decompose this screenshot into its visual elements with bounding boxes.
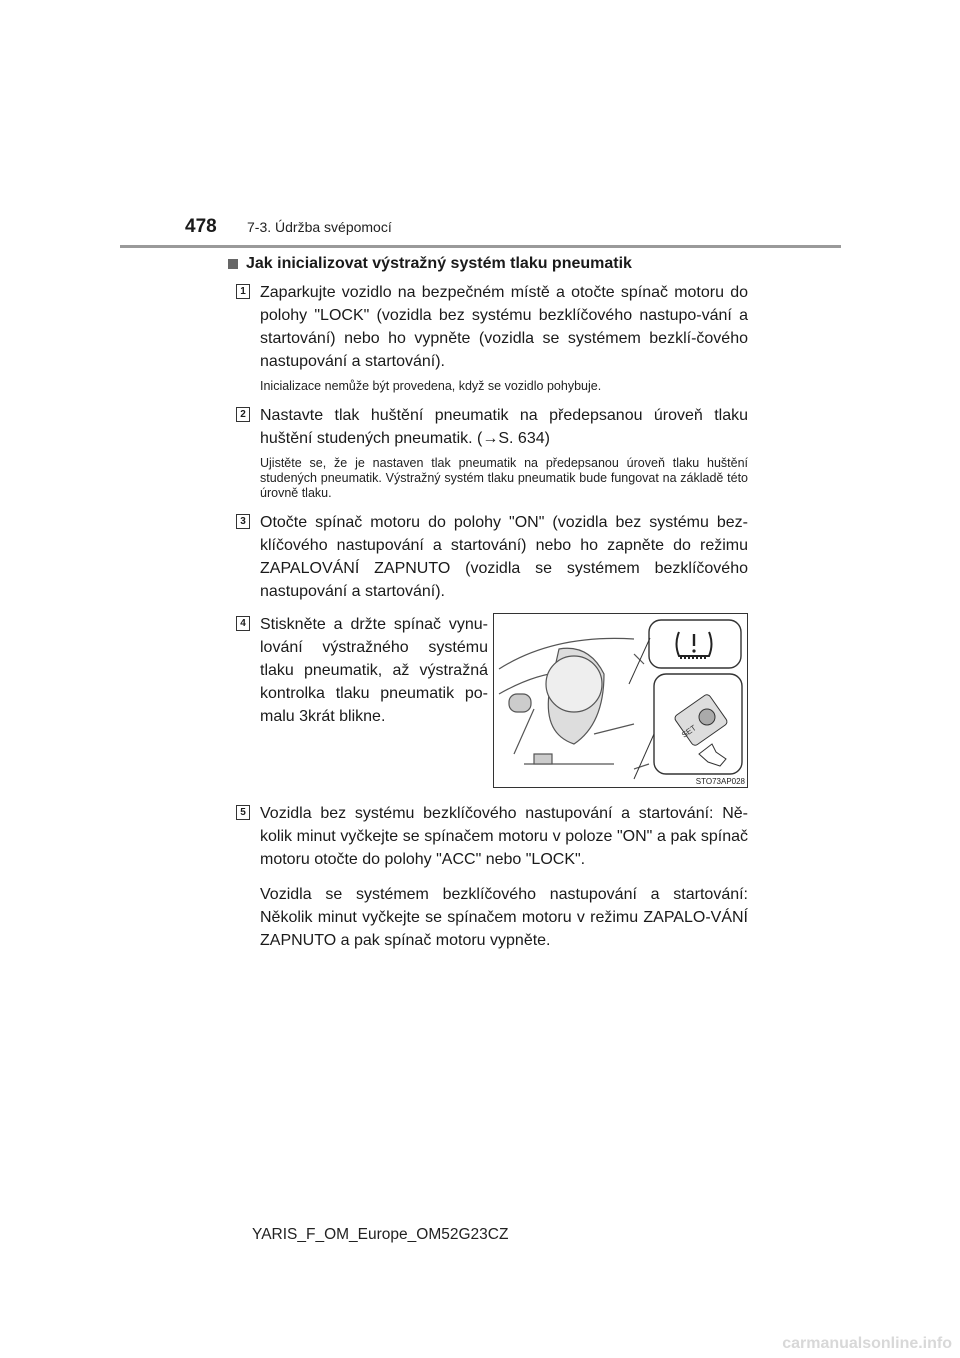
step-number-badge: 2 <box>236 407 250 422</box>
step-text: Stiskněte a držte spínač vynu-lování výstražného systému tlaku pneumatik, až výstražná kontrolka tlaku pneumatik po-malu 3krát blikne. <box>260 616 488 725</box>
step-3 <box>228 511 748 603</box>
step-1 <box>228 281 748 394</box>
watermark: carmanualsonline.info <box>782 1335 952 1352</box>
dashboard-drawing <box>494 614 747 787</box>
svg-text:SET: SET <box>679 723 698 740</box>
step-4 <box>228 613 748 788</box>
heading-text: Jak inicializovat výstražný systém tlaku pneumatik <box>246 255 632 272</box>
page-header <box>185 216 392 238</box>
procedure-heading <box>228 255 748 273</box>
dashboard-illustration <box>493 613 748 788</box>
main-content <box>228 255 748 952</box>
step-5 <box>228 802 748 952</box>
step-note: Ujistěte se, že je nastaven tlak pneumatik na předepsanou úroveň tlaku huštění studených pneumatik. Výstražný systém tlaku pneumatik bude fungovat na základě této úrovně tlaku. <box>260 456 748 500</box>
step-text-secondary: Vozidla se systémem bezklíčového nastupování a startování: Několik minut vyčkejte se spínačem motoru v režimu ZAPALO-VÁNÍ ZAPNUTO a pak spínač motoru vypněte. <box>260 886 748 949</box>
step-number-badge: 5 <box>236 805 250 820</box>
step-text: Otočte spínač motoru do polohy "ON" (vozidla bez systému bez-klíčového nastupování a startování) nebo ho zapněte do režimu ZAPALOVÁNÍ ZAPNUTO (vozidla se systémem bezklíčového nastupování a startování). <box>260 514 748 600</box>
step-number-badge: 3 <box>236 514 250 529</box>
header-rule <box>120 245 841 248</box>
step-note: Inicializace nemůže být provedena, když se vozidlo pohybuje. <box>260 379 602 393</box>
step-text: Vozidla bez systému bezklíčového nastupování a startování: Ně-kolik minut vyčkejte se spínačem motoru v poloze "ON" a pak spínač motoru otočte do polohy "ACC" nebo "LOCK". <box>260 805 748 868</box>
step-number-badge: 4 <box>236 616 250 631</box>
section-title: 7-3. Údržba svépomocí <box>247 219 392 235</box>
footer-doc-id: YARIS_F_OM_Europe_OM52G23CZ <box>252 1226 509 1243</box>
figure-id-label: STO73AP028 <box>695 777 745 786</box>
step-text: Nastavte tlak huštění pneumatik na předepsanou úroveň tlaku huštění studených pneumatik. (→S. 634) <box>260 407 748 447</box>
square-bullet-icon <box>228 259 238 269</box>
step-number-badge: 1 <box>236 284 250 299</box>
step-2 <box>228 404 748 501</box>
page-number: 478 <box>185 216 217 237</box>
step-text: Zaparkujte vozidlo na bezpečném místě a otočte spínač motoru do polohy "LOCK" (vozidla bez systému bezklíčového nastupo-vání a startování) nebo ho vypněte (vozidla se systémem bezklí-čového nastupování a startování). <box>260 284 748 370</box>
